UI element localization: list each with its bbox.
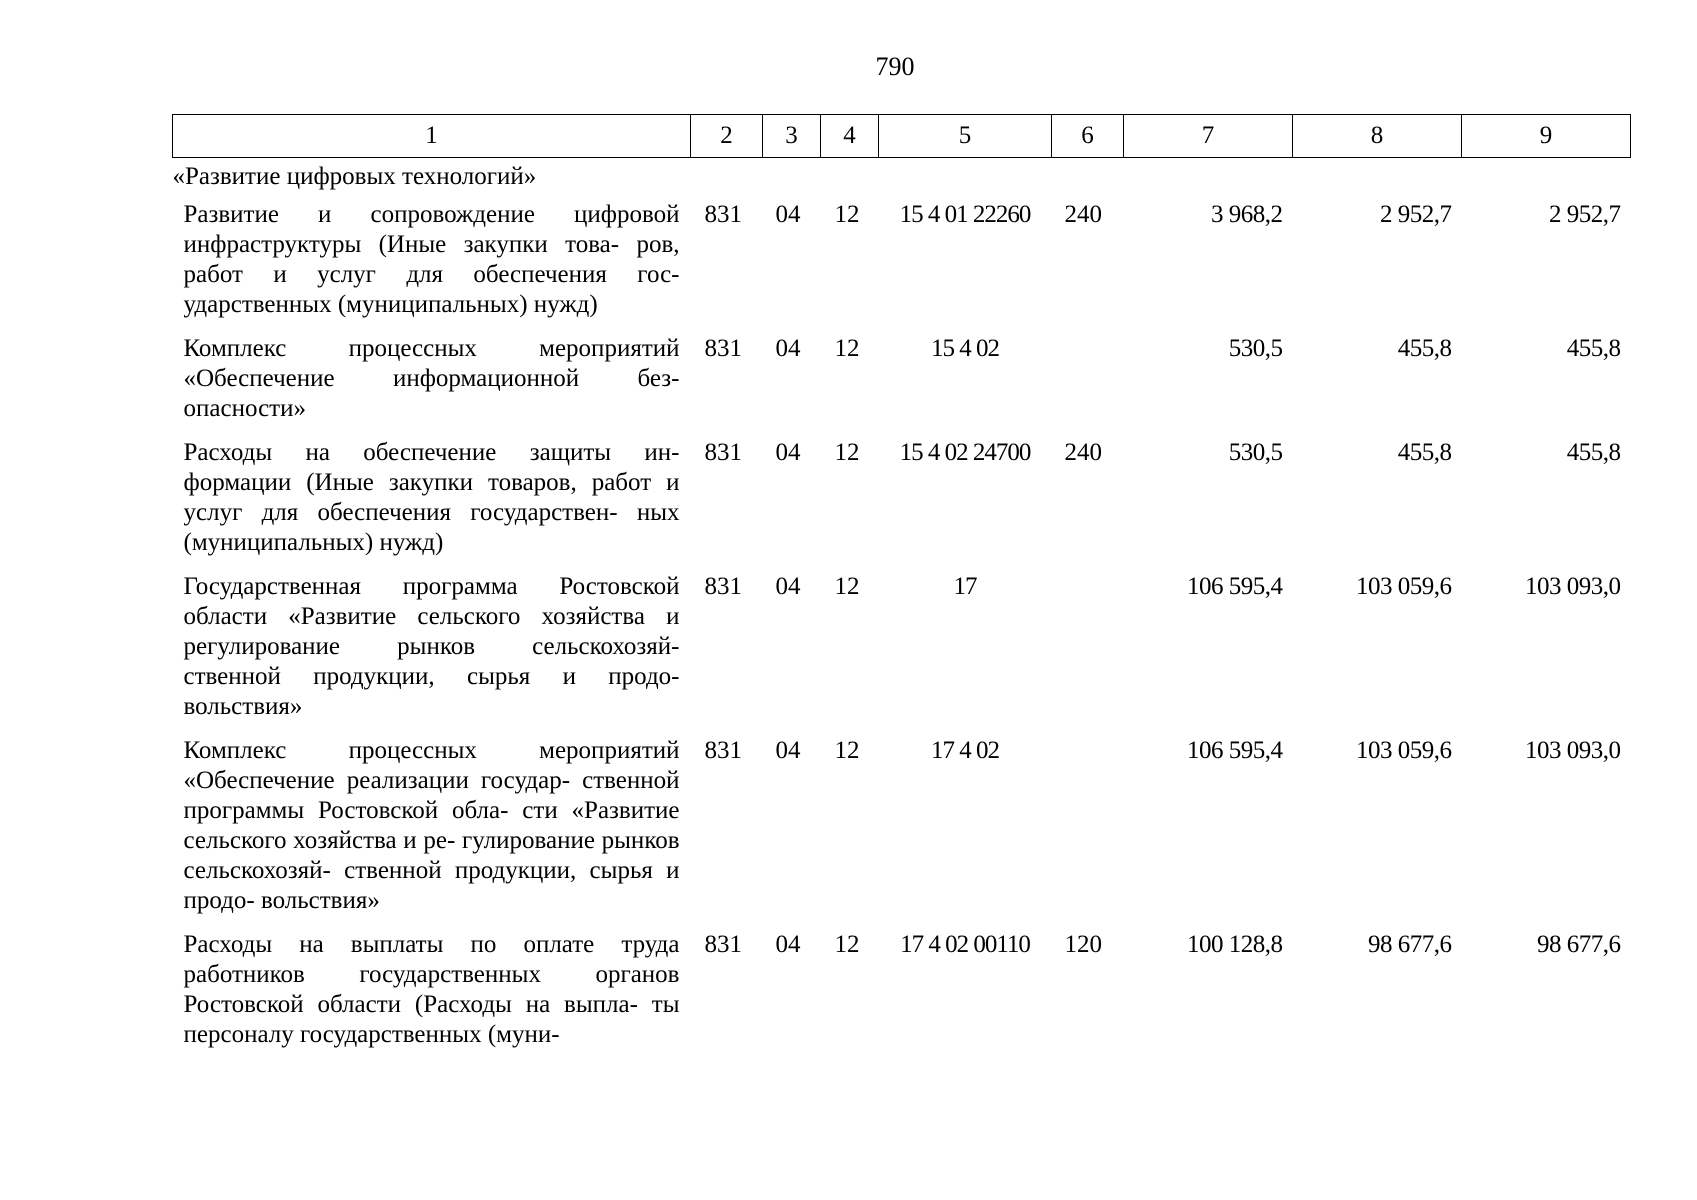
- page-number: 790: [875, 52, 915, 81]
- header-col-4: 4: [821, 115, 879, 158]
- header-col-9: 9: [1462, 115, 1631, 158]
- cell-subsection-a: 04: [775, 335, 801, 362]
- cell-target-article: 17 4 02 00110: [900, 931, 1030, 958]
- name-line: формации (Иные закупки товаров, работ: [183, 469, 652, 496]
- table-body: [173, 158, 1631, 1065]
- cell-name: [173, 200, 691, 334]
- cell-name: [173, 930, 691, 1064]
- name-line: области «Развитие сельского хозяйства: [183, 603, 645, 630]
- cell-section: 831: [704, 737, 742, 764]
- cell-subsection-b: 12: [834, 201, 860, 228]
- cell-amount-3: 455,8: [1566, 439, 1621, 466]
- name-line: Развитие и сопровождение цифровой: [183, 201, 680, 228]
- cell-amount-2: 455,8: [1397, 335, 1452, 362]
- cell-expense-type: [1052, 334, 1124, 438]
- cell-name: [173, 572, 691, 736]
- cell-expense-type: 240: [1064, 201, 1102, 228]
- cell-amount-2: 455,8: [1397, 439, 1452, 466]
- name-line: ударственных (муниципальных) нужд): [183, 291, 598, 318]
- header-col-7: 7: [1124, 115, 1293, 158]
- name-line: вольствия»: [183, 693, 303, 720]
- name-line: Комплекс процессных мероприятий: [183, 737, 680, 764]
- cell-amount-2: 103 059,6: [1356, 737, 1452, 764]
- cell-amount-2: 98 677,6: [1368, 931, 1452, 958]
- cell-amount-3: 2 952,7: [1549, 201, 1621, 228]
- cell-expense-type: 240: [1064, 439, 1102, 466]
- table-row: [173, 572, 1631, 736]
- header-row: [173, 115, 1631, 158]
- cell-amount-1: 530,5: [1228, 439, 1283, 466]
- cell-subsection-b: 12: [834, 335, 860, 362]
- table-row: [173, 736, 1631, 930]
- cell-name: [173, 736, 691, 930]
- cell-target-article: 17: [953, 573, 977, 600]
- name-line: и регулирование рынков сельскохозяй-: [183, 603, 680, 660]
- cell-amount-2: 103 059,6: [1356, 573, 1452, 600]
- table-row: [173, 200, 1631, 334]
- cell-subsection-a: 04: [775, 931, 801, 958]
- cell-subsection-a: 04: [775, 737, 801, 764]
- cell-expense-type: [1052, 736, 1124, 930]
- table-row: [173, 930, 1631, 1064]
- budget-table: [172, 114, 1631, 1064]
- cell-subsection-b: 12: [834, 573, 860, 600]
- name-line: опасности»: [183, 395, 306, 422]
- cell-section: 831: [704, 439, 742, 466]
- cell-section: 831: [704, 201, 742, 228]
- header-col-5: 5: [879, 115, 1052, 158]
- name-line: работников государственных органов: [183, 961, 680, 988]
- cell-amount-1: 106 595,4: [1187, 573, 1283, 600]
- name-line: ты персоналу государственных (муни-: [183, 991, 680, 1048]
- name-line: Расходы на обеспечение защиты ин-: [183, 439, 680, 466]
- cell-target-article: 15 4 01 22260: [899, 201, 1031, 228]
- name-line: и услуг для обеспечения государствен-: [183, 469, 680, 526]
- cell-subsection-a: 04: [775, 201, 801, 228]
- cell-amount-2: 2 952,7: [1380, 201, 1452, 228]
- table-header: [173, 115, 1631, 158]
- cell-amount-3: 103 093,0: [1525, 737, 1621, 764]
- name-line: ных (муниципальных) нужд): [183, 499, 680, 556]
- cell-section: 831: [704, 573, 742, 600]
- cell-subsection-b: 12: [834, 737, 860, 764]
- name-line: Ростовской области (Расходы на выпла-: [183, 991, 638, 1018]
- name-line: «Обеспечение реализации государ-: [183, 767, 571, 794]
- name-line: вольствия»: [260, 887, 380, 914]
- cell-name: [173, 438, 691, 572]
- cell-amount-3: 98 677,6: [1537, 931, 1621, 958]
- name-line: Комплекс процессных мероприятий: [183, 335, 680, 362]
- cell-section: 831: [704, 335, 742, 362]
- name-line: Расходы на выплаты по оплате труда: [183, 931, 680, 958]
- cell-subsection-b: 12: [834, 439, 860, 466]
- table-row: [173, 438, 1631, 572]
- cell-target-article: 15 4 02: [931, 335, 999, 362]
- cell-section: 831: [704, 931, 742, 958]
- name-line: Государственная программа Ростовской: [183, 573, 680, 600]
- table-row: [173, 334, 1631, 438]
- header-col-2: 2: [691, 115, 763, 158]
- name-line: ственной программы Ростовской обла-: [183, 767, 680, 824]
- cell-subsection-a: 04: [775, 439, 801, 466]
- cell-expense-type: 120: [1064, 931, 1102, 958]
- cell-amount-3: 455,8: [1566, 335, 1621, 362]
- cell-amount-1: 100 128,8: [1187, 931, 1283, 958]
- name-line: гулирование рынков сельскохозяй-: [183, 827, 680, 884]
- name-line: инфраструктуры (Иные закупки това-: [183, 231, 620, 258]
- cell-amount-1: 3 968,2: [1211, 201, 1283, 228]
- header-col-3: 3: [763, 115, 821, 158]
- header-col-6: 6: [1052, 115, 1124, 158]
- name-line: «Обеспечение информационной без-: [183, 365, 680, 392]
- cell-amount-1: 530,5: [1228, 335, 1283, 362]
- name-line: сти «Развитие сельского хозяйства и ре-: [183, 797, 680, 854]
- cell-subsection-b: 12: [834, 931, 860, 958]
- cell-target-article: 15 4 02 24700: [899, 439, 1031, 466]
- header-col-1: 1: [173, 115, 691, 158]
- cell-name: [173, 334, 691, 438]
- cell-amount-1: 106 595,4: [1187, 737, 1283, 764]
- name-line: ственной продукции, сырья и продо-: [183, 857, 680, 914]
- cell-target-article: 17 4 02: [931, 737, 999, 764]
- cell-expense-type: [1052, 572, 1124, 736]
- cell-subsection-a: 04: [775, 573, 801, 600]
- name-line: ственной продукции, сырья и продо-: [183, 663, 680, 690]
- continuation-text: «Развитие цифровых технологий»: [172, 163, 537, 190]
- continuation-row: [173, 158, 1631, 201]
- cell-amount-3: 103 093,0: [1525, 573, 1621, 600]
- header-col-8: 8: [1293, 115, 1462, 158]
- name-line: ров, работ и услуг для обеспечения гос-: [183, 231, 680, 288]
